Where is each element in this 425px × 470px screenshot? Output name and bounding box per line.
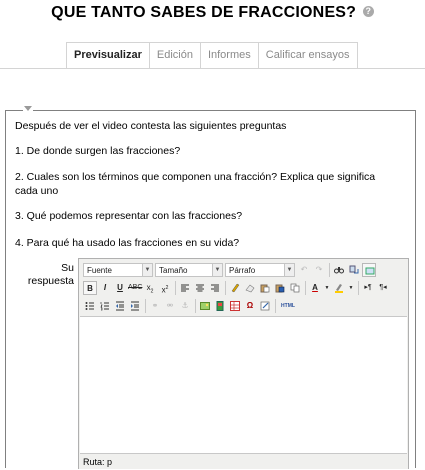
align-right-icon[interactable]	[208, 281, 222, 295]
unlink-icon[interactable]: ⚮	[166, 301, 174, 310]
eraser-icon[interactable]	[243, 281, 257, 295]
link-icon[interactable]: ⚭	[151, 301, 159, 310]
anchor-icon[interactable]: ⚓	[181, 301, 189, 310]
italic-icon[interactable]: I	[103, 283, 107, 292]
toolbar-separator	[145, 299, 146, 313]
strikethrough-icon[interactable]: ABC	[128, 284, 143, 291]
chevron-down-icon: ▼	[212, 264, 222, 276]
toolbar-separator	[275, 299, 276, 313]
undo-icon[interactable]: ↶	[300, 265, 308, 274]
special-char-icon[interactable]: Ω	[246, 301, 254, 310]
question-intro: Después de ver el video contesta las siguientes preguntas	[15, 120, 287, 132]
ltr-icon[interactable]: ▸¶	[364, 284, 372, 291]
question-item-2: 2. Cuales son los términos que componen una fracción? Explica que significa cada uno	[15, 171, 376, 197]
toolbar-separator	[175, 281, 176, 295]
question-item-3: 3. Qué podemos representar con las fracciones?	[15, 210, 243, 222]
page-title-text: QUE TANTO SABES DE FRACCIONES?	[51, 4, 357, 21]
editor-toolbar-row-2	[83, 280, 391, 296]
clean-format-icon[interactable]	[228, 281, 242, 295]
copy-icon[interactable]	[288, 281, 302, 295]
font-select[interactable]	[83, 263, 153, 277]
bullet-list-icon[interactable]	[83, 299, 97, 313]
insert-table-icon[interactable]	[228, 299, 242, 313]
bold-icon[interactable]: B	[83, 281, 97, 295]
underline-icon[interactable]: U	[117, 283, 123, 292]
page-title	[0, 4, 425, 22]
question-container	[5, 110, 416, 468]
collapse-arrow-icon[interactable]	[23, 105, 33, 115]
paste-word-icon[interactable]	[273, 281, 287, 295]
tab-grade-essays[interactable]: Calificar ensayos	[259, 42, 358, 69]
align-left-icon[interactable]	[178, 281, 192, 295]
question-item-4: 4. Para qué ha usado las fracciones en su vida?	[15, 237, 240, 249]
superscript-icon[interactable]: $x^2$	[161, 285, 169, 295]
redo-icon[interactable]: ↷	[315, 265, 323, 274]
html-source-button[interactable]: HTML	[281, 303, 295, 309]
tab-divider	[0, 68, 425, 69]
toolbar-separator	[195, 299, 196, 313]
toolbar-separator	[329, 263, 330, 277]
chevron-down-icon: ▼	[284, 264, 294, 276]
editor-toolbar-row-3	[83, 298, 299, 314]
text-color-icon[interactable]: A	[312, 283, 318, 292]
toolbar-separator	[225, 281, 226, 295]
rich-text-editor	[78, 258, 409, 469]
chevron-down-icon[interactable]: ▼	[324, 285, 330, 291]
tab-bar	[66, 42, 358, 68]
highlight-color-icon[interactable]	[332, 281, 346, 295]
rtl-icon[interactable]: ¶◂	[379, 284, 387, 291]
size-select-value: Tamaño	[159, 266, 188, 275]
toolbar-separator	[358, 281, 359, 295]
fullscreen-icon[interactable]	[362, 263, 376, 277]
font-select-value: Fuente	[87, 266, 112, 275]
tab-reports[interactable]: Informes	[201, 42, 259, 69]
format-select-value: Párrafo	[229, 266, 256, 275]
tab-preview[interactable]: Previsualizar	[66, 42, 150, 69]
find-icon[interactable]	[332, 263, 346, 277]
help-icon[interactable]: ?	[363, 6, 374, 17]
format-select[interactable]	[225, 263, 295, 277]
toolbar-separator	[305, 281, 306, 295]
numbered-list-icon[interactable]	[98, 299, 112, 313]
paste-text-icon[interactable]	[258, 281, 272, 295]
size-select[interactable]	[155, 263, 223, 277]
insert-time-icon[interactable]	[258, 299, 272, 313]
replace-icon[interactable]	[347, 263, 361, 277]
answer-label: Su respuesta	[27, 262, 74, 287]
chevron-down-icon[interactable]: ▼	[348, 285, 354, 291]
chevron-down-icon: ▼	[142, 264, 152, 276]
indent-icon[interactable]	[128, 299, 142, 313]
editor-toolbar-row-1	[83, 262, 377, 278]
insert-image-icon[interactable]	[198, 299, 212, 313]
tab-edit[interactable]: Edición	[150, 42, 201, 69]
align-center-icon[interactable]	[193, 281, 207, 295]
answer-editor-input[interactable]	[80, 316, 407, 453]
editor-status-path: Ruta: p	[80, 453, 407, 469]
insert-media-icon[interactable]	[213, 299, 227, 313]
outdent-icon[interactable]	[113, 299, 127, 313]
question-item-1: 1. De donde surgen las fracciones?	[15, 145, 181, 157]
subscript-icon[interactable]: $x_2$	[146, 283, 154, 295]
